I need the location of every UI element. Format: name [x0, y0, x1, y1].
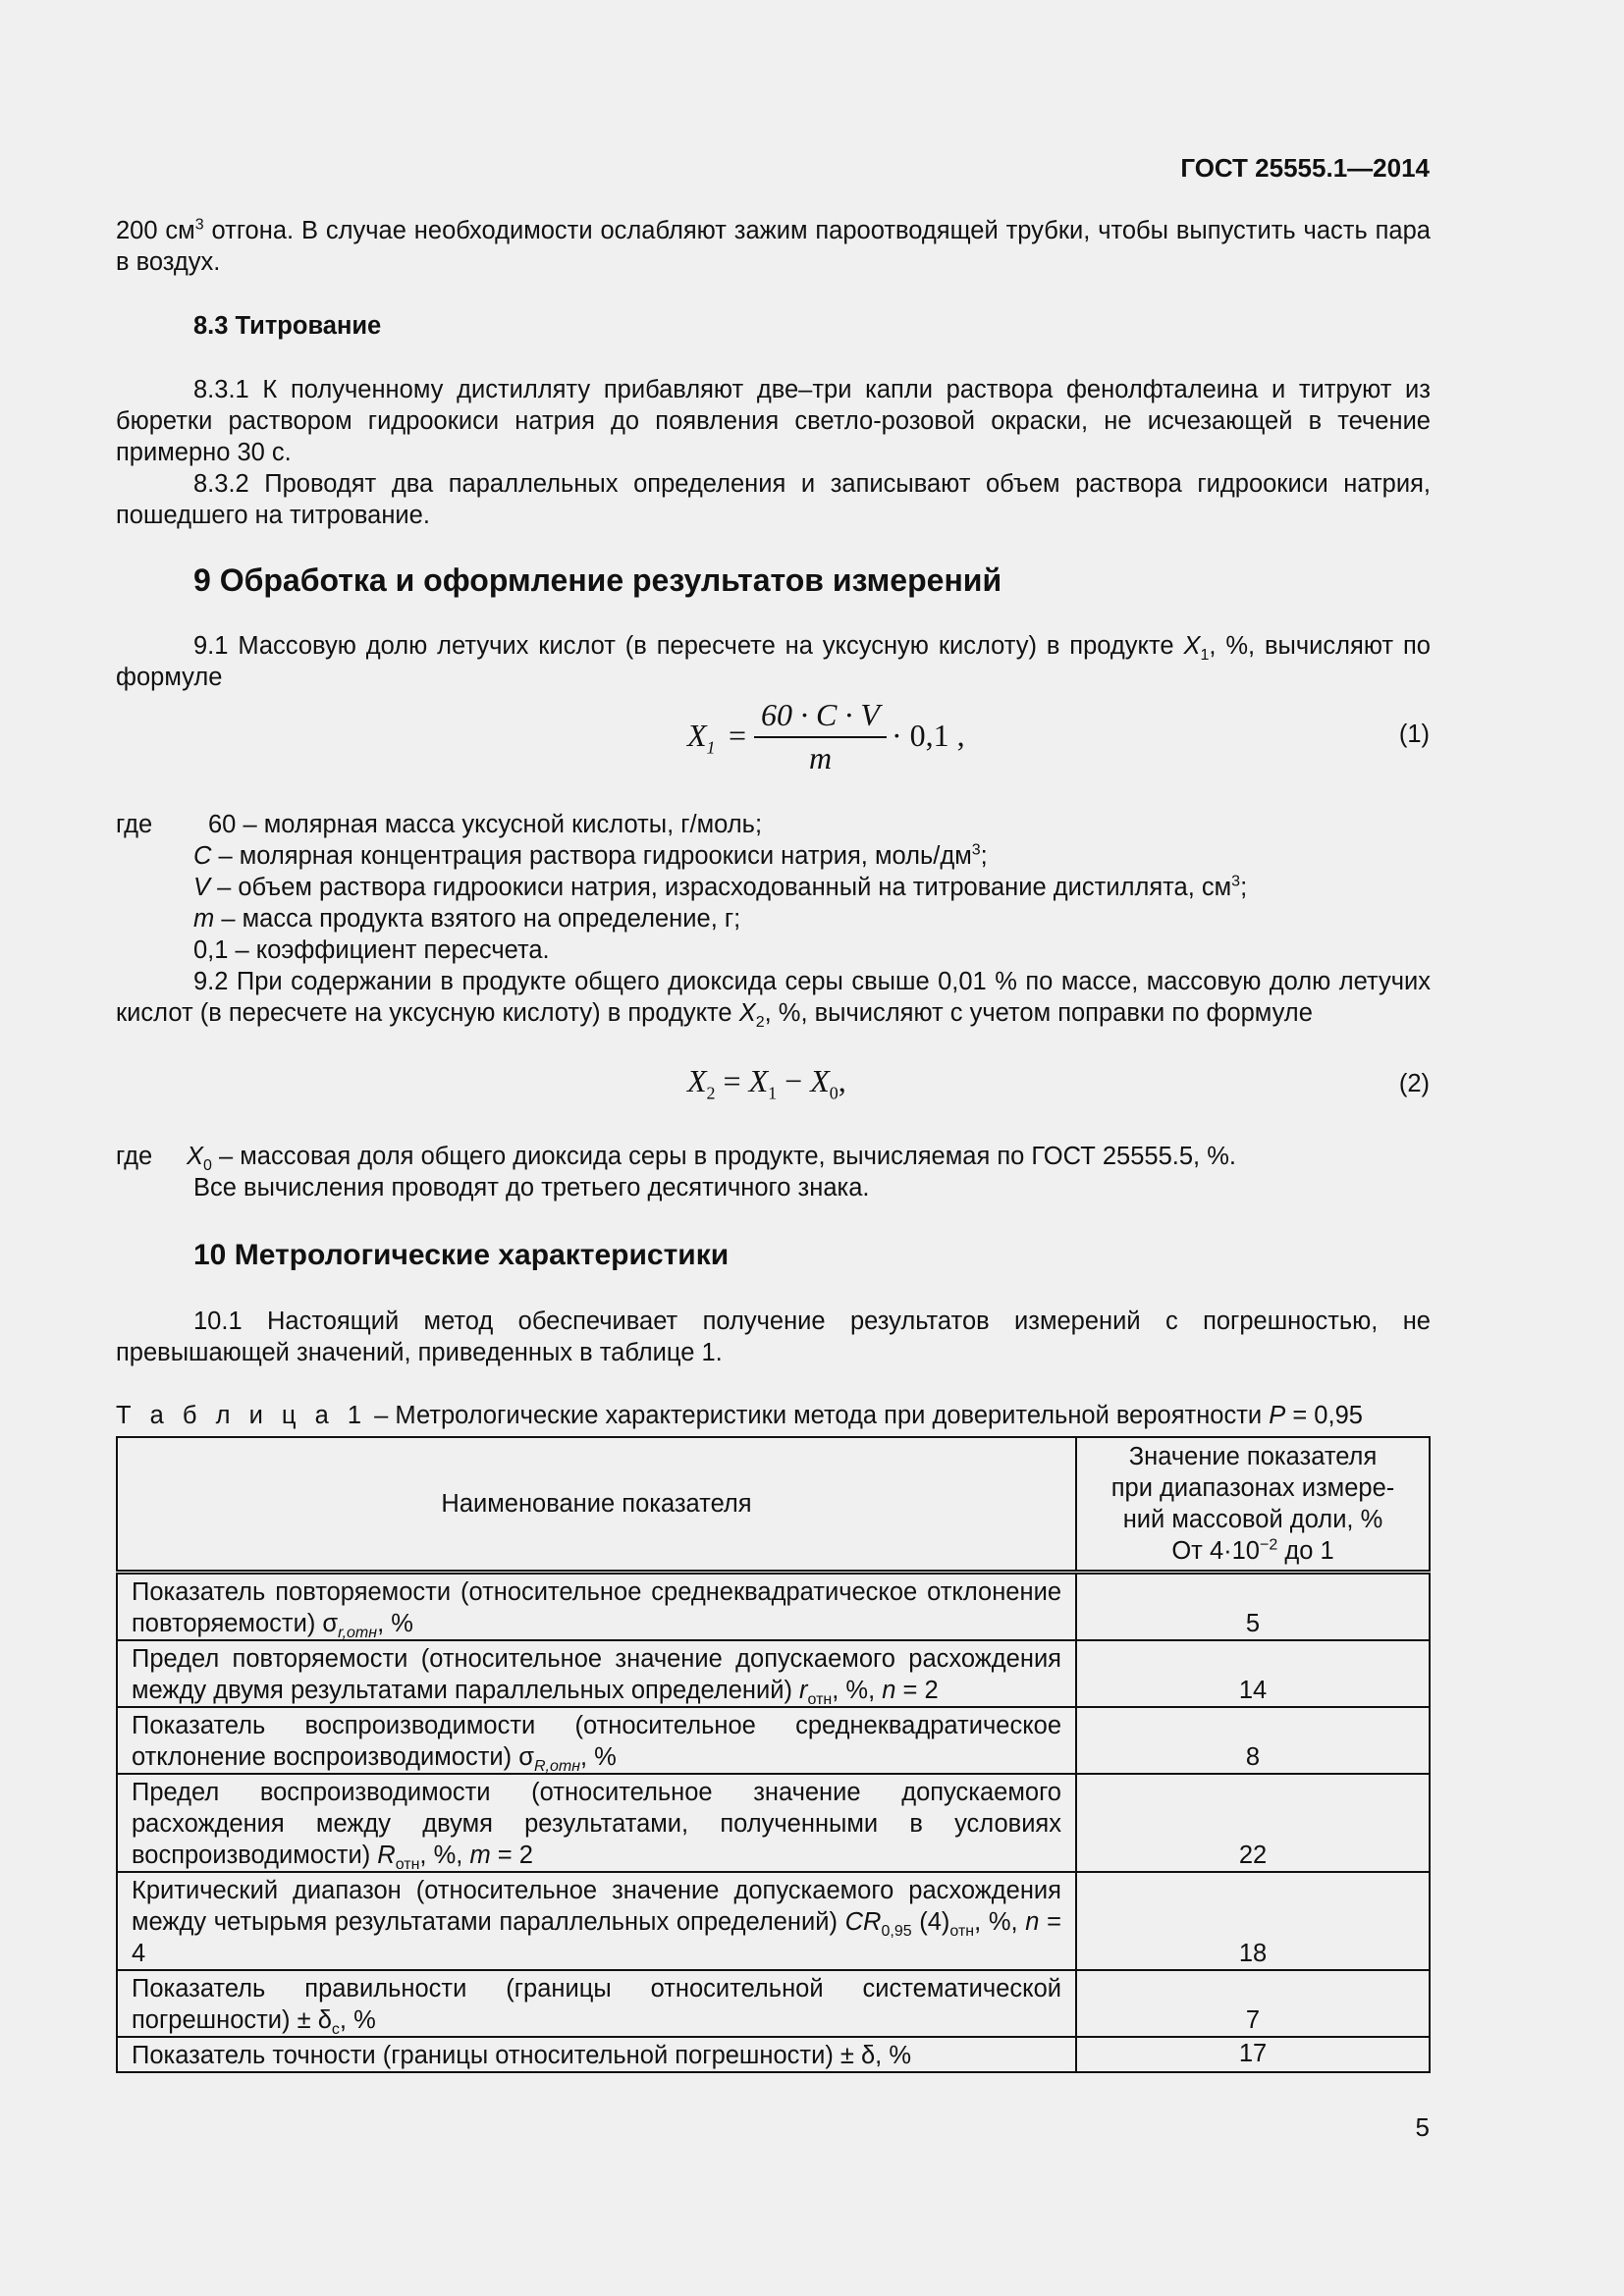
- table-row: [117, 1970, 1430, 2037]
- formula-1-number: (1): [1398, 721, 1430, 748]
- table-row: [117, 1573, 1430, 1641]
- intro-paragraph: [116, 215, 1431, 278]
- metrology-table: [116, 1436, 1431, 2073]
- section-8-3-title: 8.3 Титрование: [193, 312, 382, 340]
- paragraph-8-3-2: 8.3.2 Проводят два параллельных определения и записывают объем раствора гидроокиси натрия, пошедшего на титрование.: [116, 470, 1431, 529]
- row-name-repeatability-index: Показатель повторяемости (относительное среднеквадратическое отклонение повторяемости) $\sigma_{r,отн}$, %: [117, 1573, 1076, 1641]
- p9-1-var: X: [1183, 632, 1201, 660]
- paragraph-8-3-1: 8.3.1 К полученному дистилляту прибавляют две–три капли раствора фенолфталеина и титруют из бюретки раствором гидроокиси натрия до появления светло-розовой окраски, не исчезающей в течение примерно 30 с.: [116, 376, 1431, 466]
- page-number: 5: [1415, 2112, 1430, 2142]
- paragraph-calc-note: Все вычисления проводят до третьего десятичного знака.: [193, 1174, 870, 1201]
- formula-1-denominator: m: [808, 740, 833, 775]
- where-item-60: 60 – молярная масса уксусной кислоты, г/моль;: [208, 811, 763, 838]
- row-value: 7: [1076, 1970, 1430, 2037]
- table-header-value: Значение показателя при диапазонах измере- ний массовой доли, % От $4\cdot 10^{-2}$ до 1: [1076, 1437, 1430, 1573]
- paragraph-9-2: 9.2 При содержании в продукте общего диоксида серы свыше 0,01 % по массе, массовую долю летучих кислот (в пересчете на уксусную кислоту) в продукте $X_2$, %, вычисляют с учетом поправки по формуле: [116, 968, 1431, 1032]
- row-value: 8: [1076, 1707, 1430, 1774]
- table-row: [117, 2037, 1430, 2072]
- formula-1: [687, 697, 965, 775]
- table-header-name: Наименование показателя: [117, 1437, 1076, 1573]
- formula-1-numerator: 60 · C · V: [761, 697, 880, 732]
- p9-1-text-end: , %, вычисляют по формуле: [116, 632, 1431, 691]
- row-name-accuracy-index: Показатель точности (границы относительной погрешности) ± δ, %: [117, 2037, 1076, 2072]
- section-9-title: 9 Обработка и оформление результатов измерений: [193, 562, 1002, 598]
- where-item-m: m – масса продукта взятого на определение, г;: [193, 905, 741, 933]
- p9-1-text: 9.1 Массовую долю летучих кислот (в пересчете на уксусную кислоту) в продукте: [193, 632, 1184, 660]
- table-row: [117, 1640, 1430, 1707]
- where-item-v: V – объем раствора гидроокиси натрия, израсходованный на титрование дистиллята, $см^3$;: [193, 873, 1248, 901]
- formula-1-fraction-line: [754, 736, 887, 738]
- where-label-2: где: [116, 1143, 153, 1170]
- row-name-critical-range: Критический диапазон (относительное значение допускаемого расхождения между четырьмя результатами параллельных определений) $CR_{0,95}$ $(4)_{отн}$, %, n = 4: [117, 1872, 1076, 1970]
- formula-1-lhs: $X_1$: [687, 718, 716, 758]
- row-value: 5: [1076, 1573, 1430, 1641]
- formula-2: $X_2 = X_1 - X_0$,: [687, 1063, 846, 1103]
- table-row: [117, 1707, 1430, 1774]
- row-name-reproducibility-index: Показатель воспроизводимости (относительное среднеквадратическое отклонение воспроизводимости) $\sigma_{R,отн}$, %: [117, 1707, 1076, 1774]
- where-item-x0: $X_0$ – массовая доля общего диоксида серы в продукте, вычисляемая по ГОСТ 25555.5, %.: [187, 1143, 1236, 1175]
- document-header: ГОСТ 25555.1—2014: [1180, 153, 1430, 183]
- table-row: [117, 1774, 1430, 1872]
- row-value: 14: [1076, 1640, 1430, 1707]
- table-row: [117, 1872, 1430, 1970]
- section-10-title: 10 Метрологические характеристики: [193, 1239, 730, 1271]
- row-name-reproducibility-limit: Предел воспроизводимости (относительное значение допускаемого расхождения между двумя результатами, полученными в условиях воспроизводимости) $R_{отн}$, %, m = 2: [117, 1774, 1076, 1872]
- row-value: 17: [1076, 2037, 1430, 2072]
- paragraph-10-1: 10.1 Настоящий метод обеспечивает получение результатов измерений с погрешностью, не превышающей значений, приведенных в таблице 1.: [116, 1308, 1431, 1366]
- intro-text-start: 200 см: [116, 217, 195, 244]
- row-value: 22: [1076, 1774, 1430, 1872]
- paragraph-9-1: [116, 630, 1431, 693]
- where-item-coef: 0,1 – коэффициент пересчета.: [193, 936, 550, 964]
- table-header-row: [117, 1437, 1430, 1573]
- row-value: 18: [1076, 1872, 1430, 1970]
- intro-text-end: отгона. В случае необходимости ослабляют зажим пароотводящей трубки, чтобы выпустить часть пара в воздух.: [116, 217, 1431, 276]
- formula-1-eq: =: [729, 718, 747, 753]
- table-1-title: Т а б л и ц а 1 – Метрологические характеристики метода при доверительной вероятности P = 0,95: [116, 1402, 1363, 1429]
- formula-1-tail: · 0,1 ,: [892, 718, 965, 753]
- row-name-repeatability-limit: Предел повторяемости (относительное значение допускаемого расхождения между двумя результатами параллельных определений) $r_{отн}$, %, n = 2: [117, 1640, 1076, 1707]
- formula-2-number: (2): [1398, 1070, 1430, 1097]
- p9-1-sub: 1: [1200, 647, 1210, 665]
- where-label-1: где: [116, 811, 153, 838]
- where-item-c: C – молярная концентрация раствора гидроокиси натрия, моль/$дм^3$;: [193, 841, 988, 870]
- intro-superscript: 3: [194, 216, 204, 234]
- row-name-trueness-index: Показатель правильности (границы относительной систематической погрешности) ± $\delta_c$, %: [117, 1970, 1076, 2037]
